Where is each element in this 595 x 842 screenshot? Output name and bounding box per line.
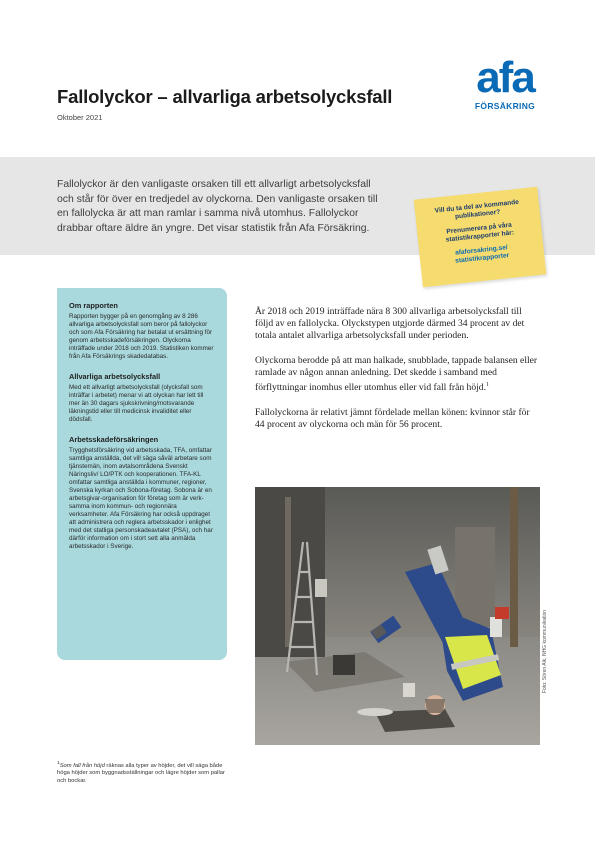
photo-credit: Foto: Sören Alk, NHG kommunikation xyxy=(542,609,548,693)
body-paragraph-3: Fallolyckorna är relativt jämnt fördelade mellan könen: kvinnor står för 44 procent av olyckorna och män för 56 procent. xyxy=(255,407,530,431)
subscribe-note xyxy=(414,187,547,287)
footnote-text: räknas alla typer av höjder, det vill säga både höga höjder som byggnadsställningar och lägre höjder som pallar och bockar. xyxy=(57,762,225,784)
photo-illustration xyxy=(255,487,540,745)
body-column xyxy=(255,306,540,444)
note-question: Vill du ta del av kommande publikationer? xyxy=(434,198,520,221)
intro-text: Fallolyckor är den vanligaste orsaken till ett allvarligt arbetsolycksfall och står för över en tredjedel av olyckorna. Den vanligaste orsaken till en fallolycka är att man ramlar i samma nivå utomhus. Fallolyckor drabbar oftare äldre än yngre. Det visar statistik från Afa Försäkring. xyxy=(57,179,378,234)
note-link[interactable]: afaforsakring.se/ statistikrapporter xyxy=(454,243,510,265)
footnote-term: Som fall från höjd xyxy=(59,762,105,769)
logo-subtitle: FÖRSÄKRING xyxy=(474,101,536,111)
note-instruction: Prenumerera på våra statistikrapporter här: xyxy=(445,221,515,244)
footnote-ref: 1 xyxy=(486,382,489,388)
publication-date: Oktober 2021 xyxy=(57,113,103,122)
body-paragraph-2-text: Olyckorna berodde på att man halkade, snubblade, tappade balansen eller ramlade av någon annan anledning. Det skedde i samband med förflyttningar inomhus eller utomhus eller vid fall från höjd. xyxy=(255,355,538,394)
sidebar-heading-allvarliga: Allvarliga arbetsolycksfall xyxy=(69,372,161,381)
sidebar-text-arbetsskade: Trygghetsförsäkring vid arbetsskada, TFA, omfattar samtliga anställda, det vill säga såväl arbetare som tjänstemän, inom avtalsområdena Svenskt Näringsliv/ LO/PTK och kooperationen. TFA-KL omfattar samtliga anställda i kommuner, regioner, Svenska kyrkan och Sobona-företag. Sobona är en arbetsgivar-organisation för företag som är verk-samma inom kommun- och regionnära verksamheter. Afa Försäkring har också uppdraget att administrera och reglera arbetsskador i enlighet med det statliga personskadeavtalet (PSA), och har därför information om i stort sett alla anmälda arbetsskador i Sverige. xyxy=(69,447,213,550)
logo-mark: afa xyxy=(476,53,534,102)
page-title: Fallolyckor – allvarliga arbetsolycksfall xyxy=(57,86,393,107)
body-paragraph-2 xyxy=(255,355,540,394)
footnote xyxy=(57,760,227,785)
info-sidebar xyxy=(57,288,227,660)
sidebar-text-allvarliga: Med ett allvarligt arbetsolycksfall (olycksfall som inträffar i arbetet) menar vi att olyckan har lett till mer än 30 dagars sjukskrivning/motsvarande läkningstid eller till medicinsk invaliditet eller dödsfall. xyxy=(69,384,204,423)
sidebar-heading-arbetsskade: Arbetsskadeförsäkringen xyxy=(69,435,159,444)
footnote-number: 1 xyxy=(57,761,60,766)
sidebar-text-om-rapporten: Rapporten bygger på en genomgång av 8 286 allvarliga arbetsolycksfall som beror på fallolyckor och som Afa Försäkring har betalat ut ersättning för genom arbetsskadeförsäkringen. Olyckorna inträffade under 2018 och 2019. Statistiken kommer från Afa Försäkrings skadedatabas. xyxy=(69,313,214,360)
sidebar-heading-om-rapporten: Om rapporten xyxy=(69,301,118,310)
afa-logo xyxy=(467,53,543,122)
fall-accident-photo xyxy=(255,487,540,745)
body-paragraph-1: År 2018 och 2019 inträffade nära 8 300 allvarliga arbetsolycksfall till följd av en fallolycka. Olyckstypen utgjorde därmed 34 procent av det totala antalet allvarliga arbetsolycksfall under perioden. xyxy=(255,306,525,341)
